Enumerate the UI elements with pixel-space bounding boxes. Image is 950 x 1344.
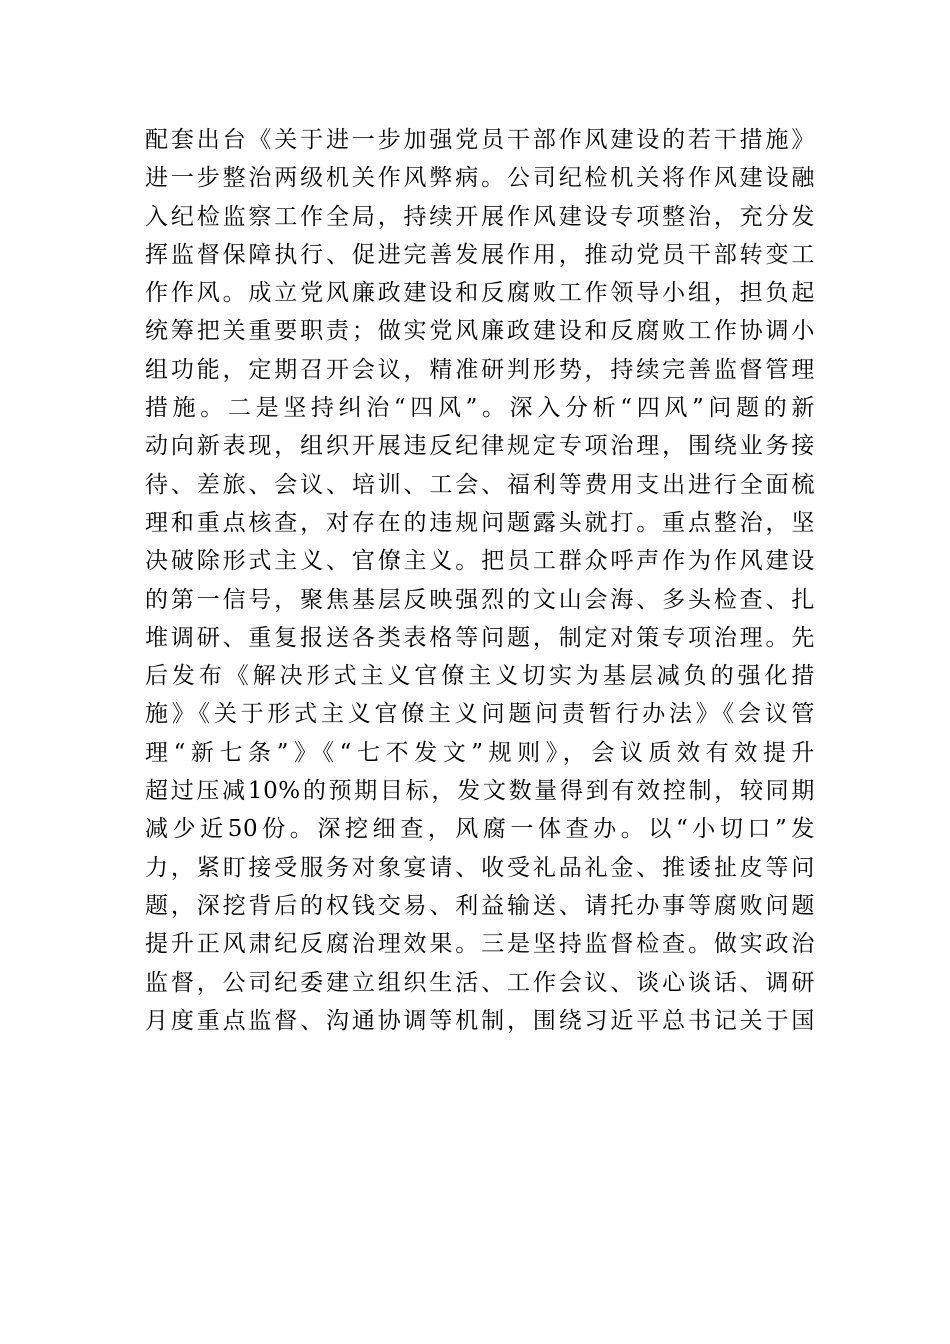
text-line: 超过压减10%的预期目标，发文数量得到有效控制，较同期 xyxy=(145,778,815,805)
text-line: 挥监督保障执行、促进完善发展作用，推动党员干部转变工 xyxy=(145,241,815,268)
text-line: 作作风。成立党风廉政建设和反腐败工作领导小组，担负起 xyxy=(145,280,815,307)
text-line: 堆调研、重复报送各类表格等问题，制定对策专项治理。先 xyxy=(145,624,815,651)
text-line: 动向新表现，组织开展违反纪律规定专项治理，围绕业务接 xyxy=(145,433,815,460)
text-line: 后发布《解决形式主义官僚主义切实为基层减负的强化措 xyxy=(145,663,815,690)
text-line: 理和重点核查，对存在的违规问题露头就打。重点整治，坚 xyxy=(145,509,815,536)
text-line: 入纪检监察工作全局，持续开展作风建设专项整治，充分发 xyxy=(145,203,815,230)
text-line: 配套出台《关于进一步加强党员干部作风建设的若干措施》 xyxy=(145,127,815,153)
text-line: 月度重点监督、沟通协调等机制，围绕习近平总书记关于国 xyxy=(145,1007,815,1034)
body-paragraph xyxy=(145,121,815,1040)
text-line: 的第一信号，聚焦基层反映强烈的文山会海、多头检查、扎 xyxy=(145,586,815,613)
text-line: 待、差旅、会议、培训、工会、福利等费用支出进行全面梳 xyxy=(145,471,815,498)
text-line: 提升正风肃纪反腐治理效果。三是坚持监督检查。做实政治 xyxy=(145,931,815,958)
text-line: 题，深挖背后的权钱交易、利益输送、请托办事等腐败问题 xyxy=(145,892,815,919)
text-line: 理“新七条”》《“七不发文”规则》，会议质效有效提升 xyxy=(145,739,815,766)
text-line: 减少近50份。深挖细查，风腐一体查办。以“小切口”发 xyxy=(145,816,815,843)
text-line: 监督，公司纪委建立组织生活、工作会议、谈心谈话、调研 xyxy=(145,969,815,996)
text-line: 统筹把关重要职责；做实党风廉政建设和反腐败工作协调小 xyxy=(145,318,815,345)
text-line: 施》《关于形式主义官僚主义问题问责暂行办法》《会议管 xyxy=(145,701,815,728)
text-line: 组功能，定期召开会议，精准研判形势，持续完善监督管理 xyxy=(145,356,815,383)
text-line: 措施。二是坚持纠治“四风”。深入分析“四风”问题的新 xyxy=(145,395,815,422)
text-line: 进一步整治两级机关作风弊病。公司纪检机关将作风建设融 xyxy=(145,165,815,192)
text-line: 决破除形式主义、官僚主义。把员工群众呼声作为作风建设 xyxy=(145,548,815,575)
text-line: 力，紧盯接受服务对象宴请、收受礼品礼金、推诿扯皮等问 xyxy=(145,854,815,881)
